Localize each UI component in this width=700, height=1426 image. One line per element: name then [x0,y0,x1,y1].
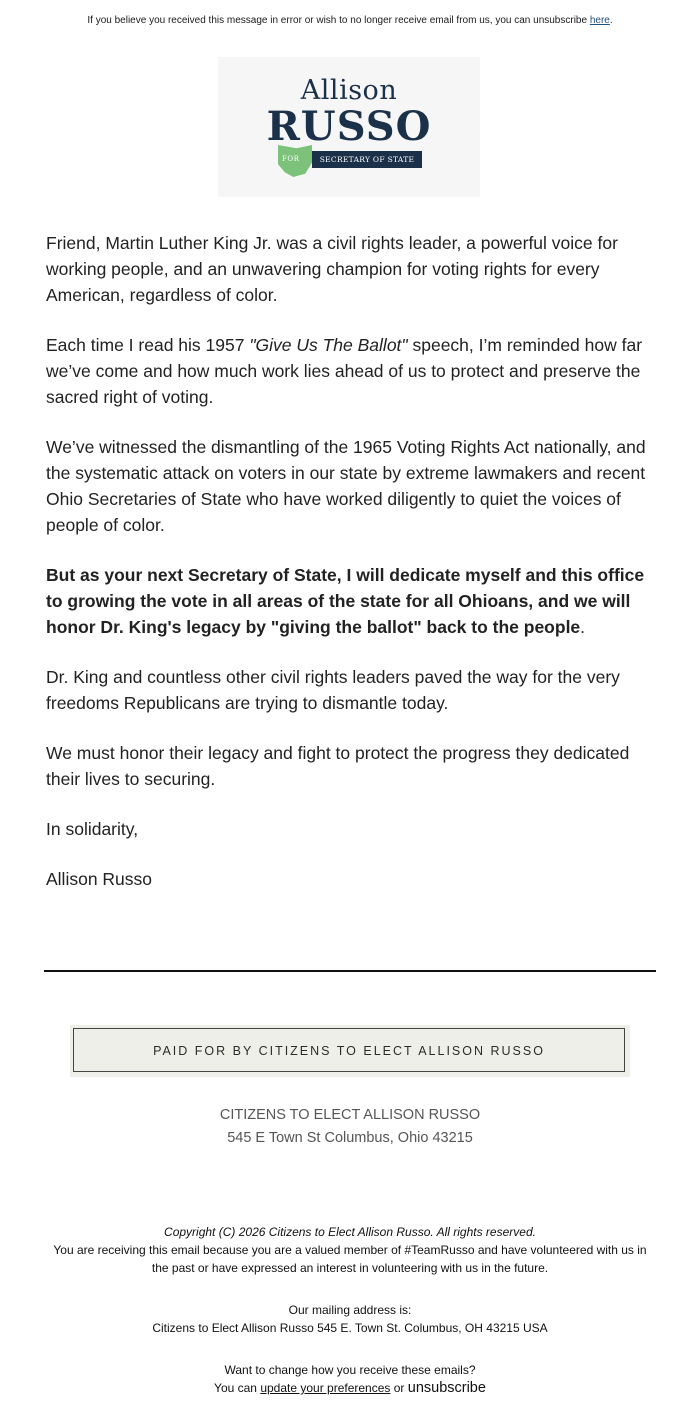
paid-for-disclaimer: PAID FOR BY CITIZENS TO ELECT ALLISON RUSSO [73,1028,625,1072]
committee-name: CITIZENS TO ELECT ALLISON RUSSO [219,1107,481,1123]
p4-end: . [580,617,586,637]
notice-text: If you believe you received this message in error or wish to no longer receive email from us, you can unsubscribe [87,15,588,26]
logo-for-text: FOR [282,155,300,163]
notice-end: . [609,15,613,26]
email-body [46,230,656,916]
preferences-line [0,1379,700,1397]
speech-title: "Give Us The Ballot" [249,335,408,355]
committee-address: 545 E Town St Columbus, Ohio 43215 [227,1130,473,1146]
campaign-logo [218,57,480,197]
signoff: In solidarity, [46,819,139,839]
section-divider [44,970,656,972]
signature: Allison Russo [46,869,153,889]
paragraph-4 [46,562,656,640]
unsubscribe-here-link[interactable]: here [589,15,610,26]
unsubscribe-link[interactable]: unsubscribe [407,1380,486,1396]
change-prompt: Want to change how you receive these emails? [224,1363,476,1377]
committee-info [0,1104,700,1150]
paragraph-5: Dr. King and countless other civil rights leaders paved the way for the very freedoms Republicans are trying to dismantle today. [46,667,620,713]
receiving-reason: You are receiving this email because you are a valued member of #TeamRusso and have volunteered with us in the past or have expressed an interest in volunteering with us in the future. [53,1243,647,1275]
paragraph-3: We’ve witnessed the dismantling of the 1965 Voting Rights Act nationally, and the systematic attack on voters in our state by extreme lawmakers and recent Ohio Secretaries of State who have worked diligently to quiet the voices of people of color. [46,437,646,535]
unsubscribe-notice [0,15,700,26]
paragraph-6: We must honor their legacy and fight to protect the progress they dedicated their lives to securing. [46,743,630,789]
copyright-text: Copyright (C) 2026 Citizens to Elect Allison Russo. All rights reserved. [164,1225,536,1239]
logo-first-name: Allison [300,75,398,106]
mailing-label: Our mailing address is: [288,1303,412,1317]
or-text: or [390,1381,408,1395]
paragraph-1: Friend, Martin Luther King Jr. was a civil rights leader, a powerful voice for working people, and an unwavering champion for voting rights for every American, regardless of color. [46,233,618,305]
p2-end: speech, I’m reminded how far we’ve come and how much work lies ahead of us to protect and preserve the sacred right of voting. [46,335,643,407]
logo-office-banner: SECRETARY OF STATE [312,151,422,168]
mailing-address: Citizens to Elect Allison Russo 545 E. Town St. Columbus, OH 43215 USA [152,1321,548,1335]
preferences-block [0,1361,700,1397]
p4-bold: But as your next Secretary of State, I will dedicate myself and this office to growing the vote in all areas of the state for all Ohioans, and we will honor Dr. King's legacy by "giving the ballot" back to the people [46,565,645,637]
paragraph-2 [46,332,656,410]
logo-last-name: RUSSO [266,103,432,150]
mailing-address-block [0,1301,700,1337]
you-can-text: You can [214,1381,261,1395]
p2-start: Each time I read his 1957 [46,335,250,355]
update-preferences-link[interactable]: update your preferences [260,1381,391,1395]
